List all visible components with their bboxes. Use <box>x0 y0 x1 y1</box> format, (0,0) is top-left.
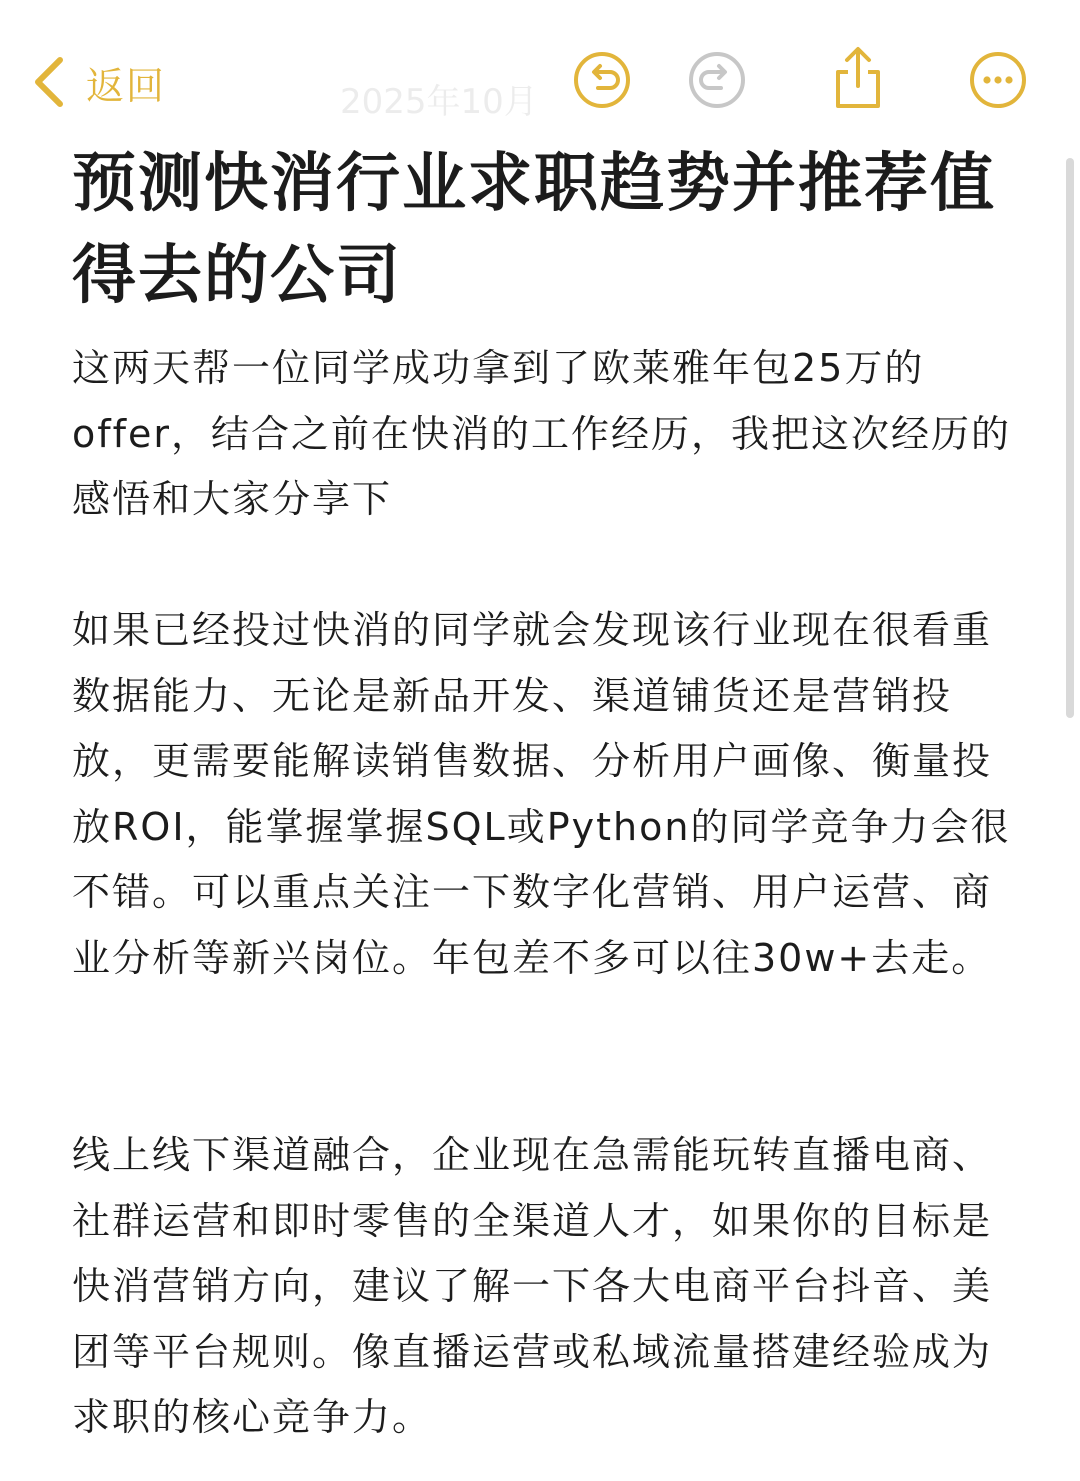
back-label: 返回 <box>86 63 167 108</box>
note-paragraph: 线上线下渠道融合，企业现在急需能玩转直播电商、社群运营和即时零售的全渠道人才，如果你的目标是快消营销方向，建议了解一下各大电商平台抖音、美团等平台规则。像直播运营或私域流量搭建经验成为求职的核心竞争力。 <box>72 1133 993 1439</box>
share-icon <box>828 44 888 112</box>
more-icon <box>968 50 1028 110</box>
redo-button[interactable] <box>687 50 747 110</box>
more-button[interactable] <box>968 50 1028 110</box>
share-button[interactable] <box>828 44 888 104</box>
back-button[interactable] <box>30 50 166 114</box>
note-title: 预测快消行业求职趋势并推荐值得去的公司 <box>72 147 996 313</box>
top-toolbar <box>0 0 1080 150</box>
undo-icon <box>572 50 632 110</box>
note-paragraph: 如果已经投过快消的同学就会发现该行业现在很看重数据能力、无论是新品开发、渠道铺货还是营销投放，更需要能解读销售数据、分析用户画像、衡量投放ROI，能掌握掌握SQL或Python的同学竞争力会很不错。可以重点关注一下数字化营销、用户运营、商业分析等新兴岗位。年包差不多可以往30w+去走。 <box>72 608 1011 980</box>
scrollbar[interactable] <box>1066 158 1074 718</box>
redo-icon <box>687 50 747 110</box>
note-date: 2025年10月 <box>340 82 538 122</box>
chevron-left-icon <box>30 54 66 110</box>
undo-button[interactable] <box>572 50 632 110</box>
note-paragraph: 这两天帮一位同学成功拿到了欧莱雅年包25万的offer，结合之前在快消的工作经历，我把这次经历的感悟和大家分享下 <box>72 346 1012 521</box>
